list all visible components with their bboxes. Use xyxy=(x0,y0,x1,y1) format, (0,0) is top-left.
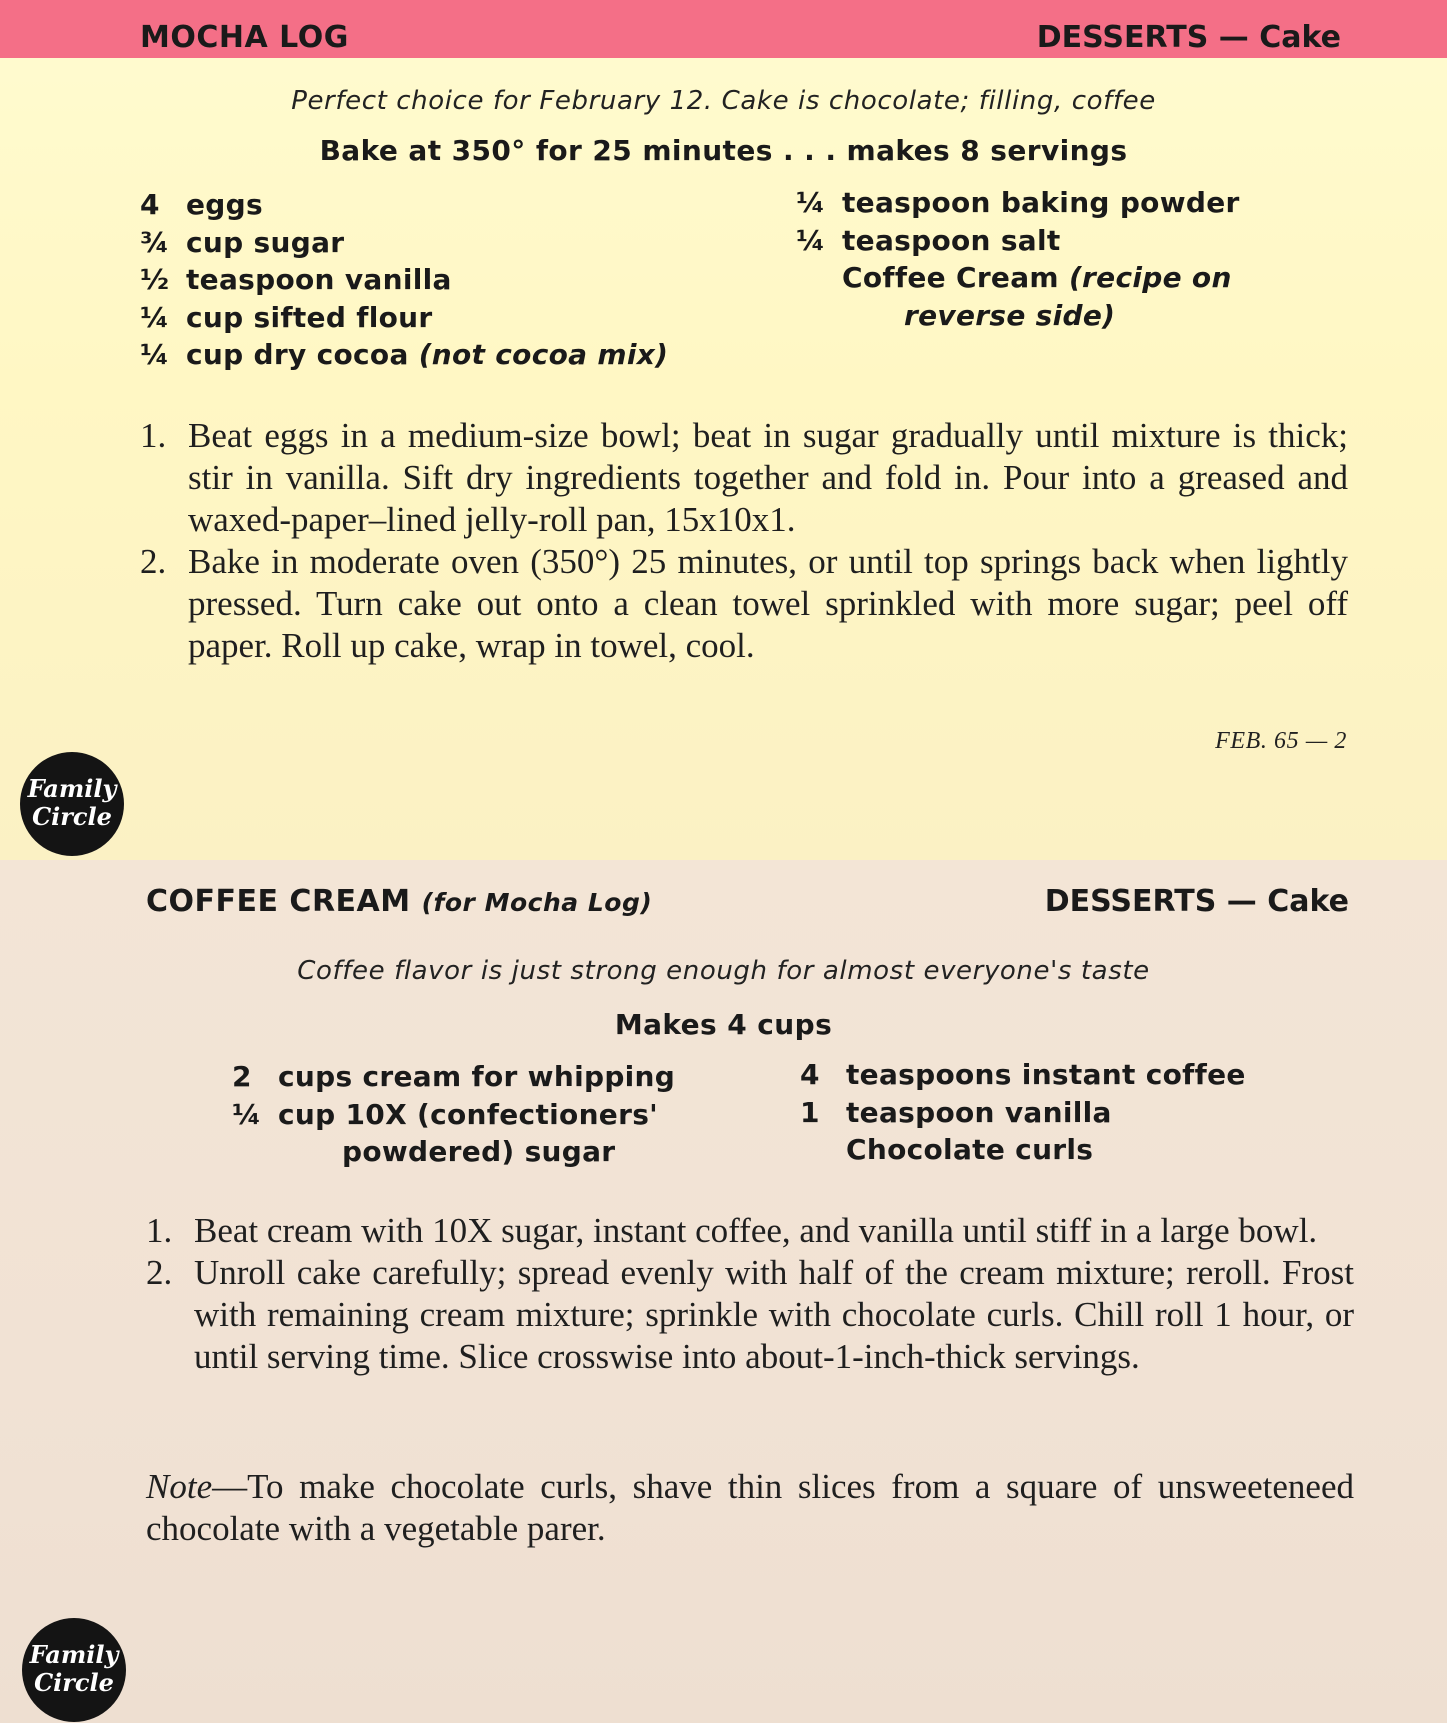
ingredient: ¼ teaspoon salt xyxy=(796,223,1061,257)
ingredient: ¼ cup sifted flour xyxy=(140,300,433,334)
recipe-title-row xyxy=(146,882,652,923)
recipe-category: DESSERTS — Cake xyxy=(1044,884,1349,919)
ingredient: ¼ teaspoon baking powder xyxy=(796,186,1240,219)
ingredient: 1 teaspoon vanilla xyxy=(800,1095,1112,1129)
ingredient: ¼ cup 10X (confectioners' xyxy=(232,1097,659,1131)
coffee-cream-card xyxy=(0,860,1447,1723)
note-label: Note xyxy=(146,1467,213,1506)
ingredient: ¾ cup sugar xyxy=(140,225,345,259)
recipe-steps xyxy=(140,415,1348,667)
recipe-yield: Makes 4 cups xyxy=(614,1008,833,1041)
recipe-subtitle: Coffee flavor is just strong enough for almost everyone's taste xyxy=(297,956,1150,986)
recipe-yield: Bake at 350° for 25 minutes . . . makes 8 servings xyxy=(319,134,1128,167)
ingredient: 4 teaspoons instant coffee xyxy=(800,1058,1246,1091)
ingredients-right xyxy=(796,184,1356,334)
recipe-category: DESSERTS — Cake xyxy=(1036,20,1341,55)
ingredient: ½ teaspoon vanilla xyxy=(140,263,452,296)
ingredient: ¼ cup dry cocoa (not cocoa mix) xyxy=(140,338,669,371)
ingredient: 4 eggs xyxy=(140,188,263,221)
ingredient: powdered) sugar xyxy=(342,1135,616,1168)
ingredient: Coffee Cream (recipe on xyxy=(842,261,1232,294)
step: 2. Bake in moderate oven (350°) 25 minutes, or until top springs back when lightly pressed. Turn cake out onto a clean towel sprinkled with more sugar; peel off paper. Roll up cake, wrap in towel, cool. xyxy=(140,542,1348,665)
family-circle-logo: Family Circle xyxy=(20,752,124,856)
ingredients-left xyxy=(140,186,700,374)
family-circle-logo: Family Circle xyxy=(22,1618,126,1722)
recipe-steps xyxy=(146,1210,1354,1378)
step: 2. Unroll cake carefully; spread evenly with half of the cream mixture; reroll. Frost with remaining cream mixture; sprinkle with chocolate curls. Chill roll 1 hour, or until serving time. Slice crosswise into about-1-inch-thick servings. xyxy=(146,1253,1354,1376)
recipe-title: MOCHA LOG xyxy=(140,20,349,55)
recipe-reference: FEB. 65 — 2 xyxy=(1215,728,1347,754)
ingredient: reverse side) xyxy=(904,298,1116,332)
ingredients-left xyxy=(232,1058,752,1171)
ingredient: 2 cups cream for whipping xyxy=(232,1060,676,1093)
mocha-log-card xyxy=(0,0,1447,860)
recipe-note xyxy=(146,1466,1354,1550)
recipe-title-note: (for Mocha Log) xyxy=(421,888,653,917)
ingredients-right xyxy=(800,1056,1320,1169)
recipe-title: COFFEE CREAM xyxy=(146,884,411,919)
recipe-subtitle: Perfect choice for February 12. Cake is chocolate; filling, coffee xyxy=(291,86,1156,116)
step: 1. Beat cream with 10X sugar, instant coffee, and vanilla until stiff in a large bowl. xyxy=(146,1211,1318,1250)
note-text: —To make chocolate curls, shave thin slices from a square of unsweeteneed chocolate with a vegetable parer. xyxy=(146,1467,1354,1548)
ingredient: Chocolate curls xyxy=(846,1133,1094,1166)
step: 1. Beat eggs in a medium-size bowl; beat in sugar gradually until mixture is thick; stir in vanilla. Sift dry ingredients together and fold in. Pour into a greased and waxed-paper–lined jelly-roll pan, 15x10x1. xyxy=(140,416,1348,539)
